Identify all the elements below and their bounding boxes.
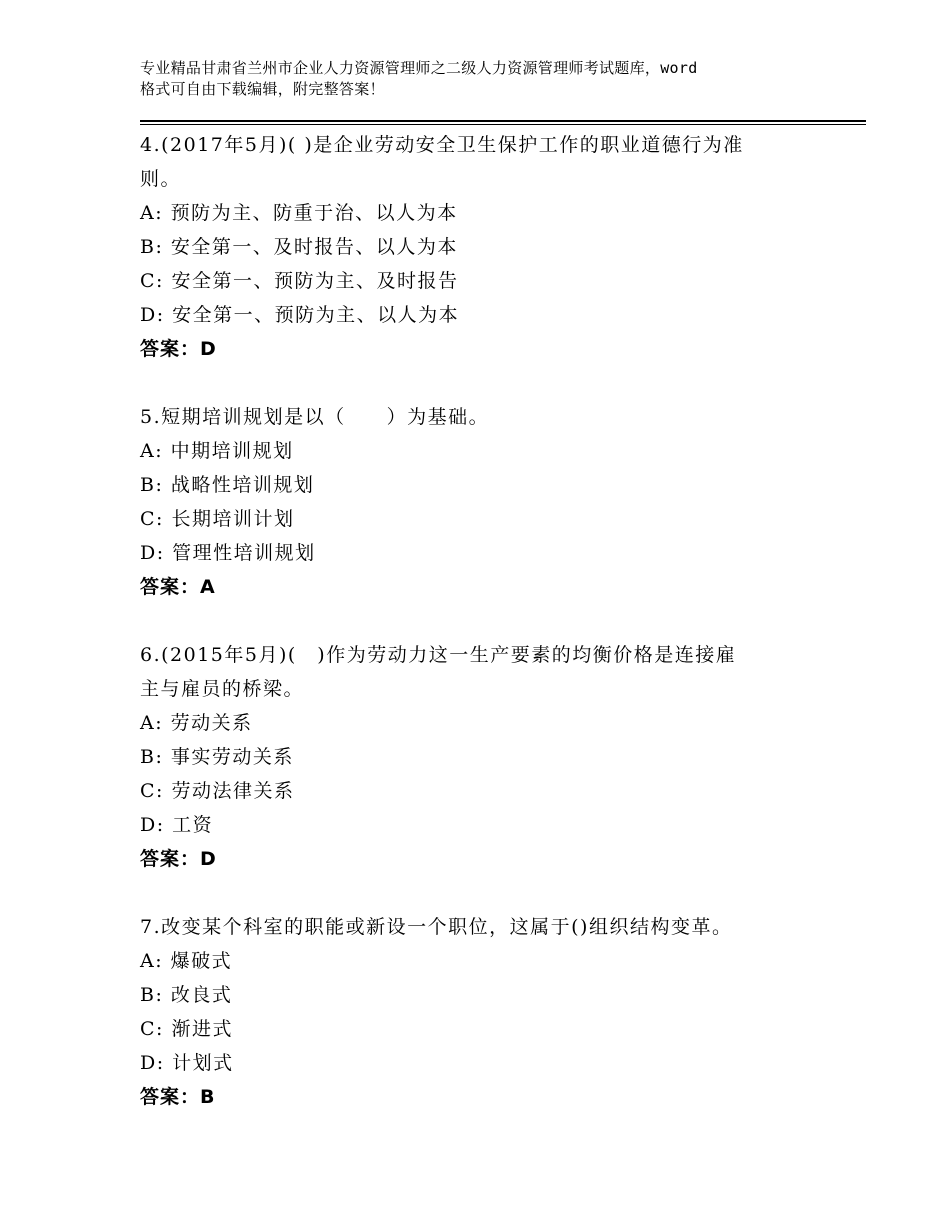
option-d: D: 安全第一、预防为主、以人为本 <box>140 304 460 326</box>
option-c: C: 渐进式 <box>140 1018 233 1040</box>
option-c: C: 劳动法律关系 <box>140 780 295 802</box>
document-header <box>140 58 840 100</box>
question-text <box>140 128 840 196</box>
header-line-1: 专业精品甘肃省兰州市企业人力资源管理师之二级人力资源管理师考试题库，word <box>140 59 698 77</box>
option-a: A: 中期培训规划 <box>140 440 294 462</box>
option-a: A: 爆破式 <box>140 950 233 972</box>
question-text <box>140 910 840 944</box>
option-a: A: 劳动关系 <box>140 712 253 734</box>
option-d: D: 计划式 <box>140 1052 234 1074</box>
question-text-line: 4.(2017年5月)( )是企业劳动安全卫生保护工作的职业道德行为准 <box>140 134 744 156</box>
question-text-line: 7.改变某个科室的职能或新设一个职位，这属于()组织结构变革。 <box>140 916 733 938</box>
question-7 <box>140 910 840 1114</box>
question-6 <box>140 638 840 876</box>
answer-label: 答案：D <box>140 338 217 360</box>
option-b: B: 安全第一、及时报告、以人为本 <box>140 236 458 258</box>
option-c: C: 长期培训计划 <box>140 508 295 530</box>
option-b: B: 改良式 <box>140 984 233 1006</box>
question-text <box>140 638 840 706</box>
question-list <box>140 128 840 1148</box>
header-divider-thin <box>140 124 866 125</box>
question-text <box>140 400 840 434</box>
question-5 <box>140 400 840 604</box>
option-b: B: 事实劳动关系 <box>140 746 294 768</box>
question-text-line: 则。 <box>140 168 182 190</box>
answer-label: 答案：B <box>140 1086 216 1108</box>
header-divider-thick <box>140 120 866 122</box>
option-b: B: 战略性培训规划 <box>140 474 315 496</box>
header-line-2: 格式可自由下载编辑，附完整答案！ <box>140 80 385 98</box>
answer-label: 答案：A <box>140 576 216 598</box>
question-text-line: 6.(2015年5月)( )作为劳动力这一生产要素的均衡价格是连接雇 <box>140 644 737 666</box>
option-d: D: 工资 <box>140 814 214 836</box>
answer-label: 答案：D <box>140 848 217 870</box>
question-text-line: 5.短期培训规划是以（ ）为基础。 <box>140 406 490 428</box>
option-c: C: 安全第一、预防为主、及时报告 <box>140 270 459 292</box>
option-a: A: 预防为主、防重于治、以人为本 <box>140 202 458 224</box>
question-text-line: 主与雇员的桥梁。 <box>140 678 305 700</box>
option-d: D: 管理性培训规划 <box>140 542 316 564</box>
question-4 <box>140 128 840 366</box>
